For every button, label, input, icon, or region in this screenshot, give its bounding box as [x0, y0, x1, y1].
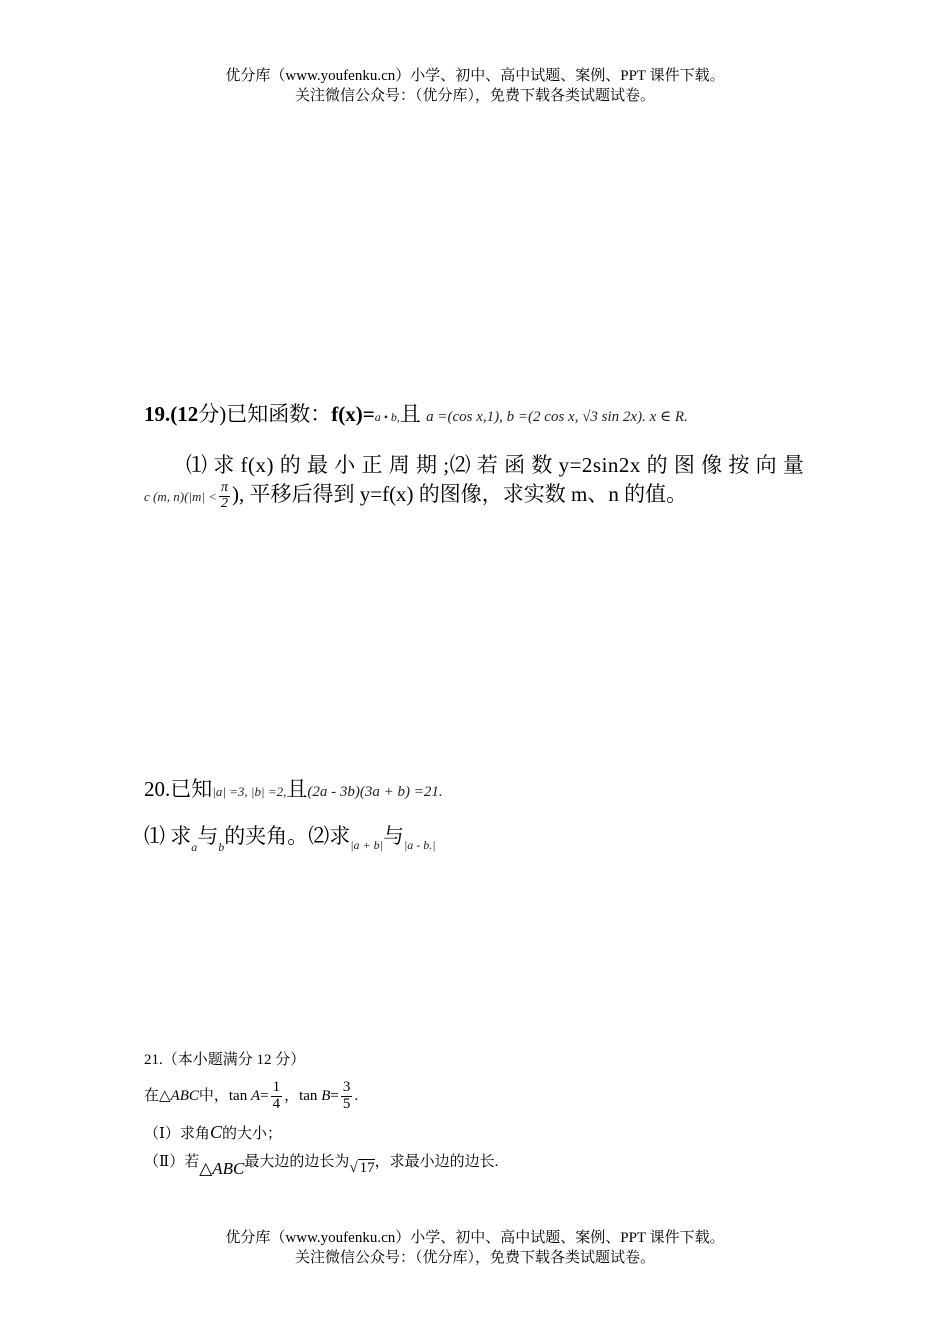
- q20-qie: 且: [286, 777, 308, 801]
- q21-line-4: [144, 1150, 499, 1178]
- q21-abc: ABC: [170, 1088, 199, 1104]
- q19-qie: 且: [399, 402, 421, 426]
- q20-a: a: [191, 840, 198, 854]
- q19-line-1: [144, 398, 688, 428]
- q21-B: B: [321, 1088, 331, 1104]
- q21-A: A: [250, 1088, 261, 1104]
- q20-a-plus-b: |a + b|: [350, 838, 383, 852]
- q21-num1: 1: [272, 1079, 281, 1096]
- q21-frac-3-5: [341, 1080, 353, 1113]
- page-footer: [0, 1228, 950, 1268]
- q19-c-vector: c (m, n)(|m| <: [144, 489, 217, 504]
- q20-line-1: [144, 773, 443, 803]
- q20-label: 20.已知: [144, 777, 213, 801]
- q20-cond2: (2a - 3b)(3a + b) =21.: [307, 784, 443, 800]
- q21-den2: 5: [342, 1096, 351, 1113]
- q21-num2: 3: [342, 1079, 351, 1096]
- q21-comma: ，tan: [284, 1088, 318, 1104]
- footer-line-1: 优分库（www.youfenku.cn）小学、初中、高中试题、案例、PPT 课件下载。: [225, 1230, 725, 1246]
- header-line-2: 关注微信公众号：（优分库），免费下载各类试题试卷。: [294, 88, 655, 104]
- q21-eq2: =: [330, 1088, 339, 1104]
- q20-b: b: [218, 840, 225, 854]
- q21-line-2: [144, 1072, 358, 1120]
- q20-p1a: ⑴ 求: [144, 824, 192, 848]
- header-line-1: 优分库（www.youfenku.cn）小学、初中、高中试题、案例、PPT 课件下载。: [225, 68, 725, 84]
- q21-triangle-abc: △ABC: [199, 1159, 245, 1178]
- q20-yu2: 与: [382, 824, 404, 848]
- q21-l4b: 最大边的边长为: [244, 1154, 350, 1170]
- q19-intro: 已知函数：: [226, 402, 332, 426]
- q21-frac-1-4: [271, 1080, 283, 1113]
- q21-sqrt17: √ 17: [349, 1160, 375, 1176]
- q20-p1b: 的夹角。⑵求: [224, 824, 351, 848]
- footer-line-2: 关注微信公众号：（优分库），免费下载各类试题试卷。: [294, 1250, 655, 1266]
- q21-l3b: 的大小；: [221, 1126, 282, 1142]
- q19-part2: ), 平移后得到 y=f(x) 的图像，求实数 m、n 的值。: [231, 482, 688, 506]
- q20-yu1: 与: [197, 824, 219, 848]
- q19-pi-over-2: [219, 481, 230, 511]
- q21-l2a: 在△: [144, 1088, 171, 1104]
- q19-line-3: [144, 478, 687, 511]
- q19-vectors: a =(cos x,1), b =(2 cos x, √3 sin 2x). x ∈ R.: [426, 409, 688, 425]
- q21-l2b: 中，tan: [198, 1088, 248, 1104]
- q21-den1: 4: [272, 1096, 281, 1113]
- q19-label: 19.(12: [144, 402, 199, 426]
- q21-l3: （Ⅰ）求角: [144, 1126, 210, 1142]
- q20-cond1: |a| =3, |b| =2,: [212, 784, 287, 799]
- q19-fx: f(x)=: [331, 402, 375, 426]
- q21-l4: （Ⅱ）若: [144, 1154, 200, 1170]
- q21-eq1: =: [260, 1088, 269, 1104]
- q21-title: 21.（本小题满分 12 分）: [144, 1052, 306, 1068]
- q21-sqrt17-value: 17: [359, 1160, 375, 1176]
- q21-line-3: [144, 1122, 282, 1143]
- q19-part1: ⑴ 求 f(x) 的 最 小 正 周 期 ;⑵ 若 函 数 y=2sin2x 的 图 像 按 向 量: [186, 453, 805, 477]
- q20-line-2: [144, 820, 436, 854]
- q19-pi: π: [220, 480, 228, 495]
- q19-two: 2: [220, 495, 228, 511]
- q21-l4c: ，求最小边的边长.: [374, 1154, 499, 1170]
- q19-score-unit: 分): [198, 402, 227, 426]
- q19-ab: a • b,: [374, 410, 400, 424]
- q21-dot: .: [354, 1088, 359, 1104]
- page-header: [0, 66, 950, 106]
- q21-C: C: [209, 1122, 222, 1142]
- q20-a-minus-b: |a - b.|: [403, 838, 436, 852]
